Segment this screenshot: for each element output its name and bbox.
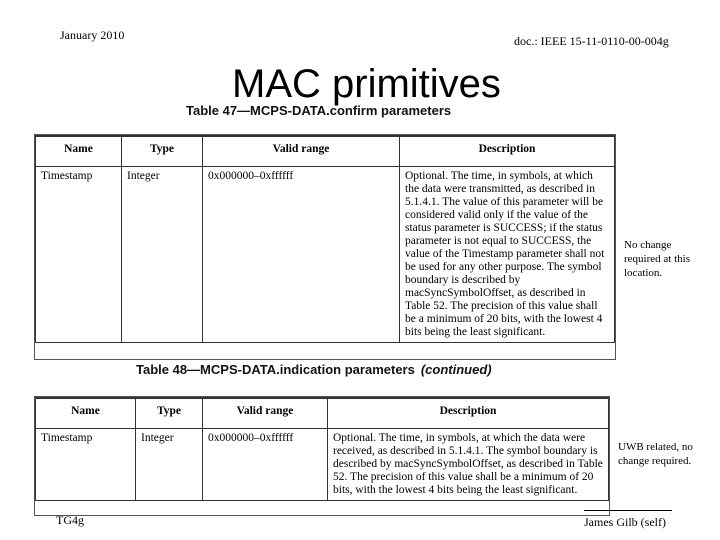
table-row bbox=[36, 429, 609, 501]
table48-cell-name: Timestamp bbox=[36, 429, 136, 501]
table47-header-row bbox=[36, 136, 615, 167]
table48-header-range: Valid range bbox=[203, 398, 328, 429]
table48-box bbox=[34, 396, 610, 516]
header-date: January 2010 bbox=[60, 28, 125, 42]
table48-cell-range: 0x000000–0xffffff bbox=[203, 429, 328, 501]
table47-header-range: Valid range bbox=[203, 136, 400, 167]
table47-header-type: Type bbox=[122, 136, 203, 167]
table48-title bbox=[136, 362, 492, 378]
table48-cell-description: Optional. The time, in symbols, at which the data were received, as described in 5.1.4.1. The symbol boundary is described by macSyncSymbolOffset, as described in Table 52. The precision of this value shall be a minimum of 20 bits, with the lowest 4 bits being the least significant. bbox=[328, 429, 609, 501]
table47-box bbox=[34, 134, 616, 360]
table47-header-description: Description bbox=[400, 136, 615, 167]
footer-group: TG4g bbox=[56, 513, 84, 527]
table48-title-text: Table 48—MCPS-DATA.indication parameters bbox=[136, 362, 415, 377]
footer-divider bbox=[584, 510, 672, 511]
slide-title: MAC primitives bbox=[232, 62, 501, 106]
table48-header-type: Type bbox=[136, 398, 203, 429]
table48-cell-type: Integer bbox=[136, 429, 203, 501]
table48-header-name: Name bbox=[36, 398, 136, 429]
table47 bbox=[35, 135, 615, 343]
table47-cell-description: Optional. The time, in symbols, at which the data were transmitted, as described in 5.1.4.1. The value of this parameter will be considered valid only if the value of the status parameter is SUCCESS; if the status parameter is not equal to SUCCESS, the value of the Timestamp parameter shall not be used for any other purpose. The symbol boundary is described by macSyncSymbolOffset, as described in Table 52. The precision of this value shall be a minimum of 20 bits, with the lowest 4 bits being the least significant. bbox=[400, 167, 615, 343]
footer-author: James Gilb (self) bbox=[584, 515, 666, 529]
table47-cell-type: Integer bbox=[122, 167, 203, 343]
table47-header-name: Name bbox=[36, 136, 122, 167]
table48 bbox=[35, 397, 609, 501]
table48-title-suffix: (continued) bbox=[420, 362, 492, 377]
table48-header-row bbox=[36, 398, 609, 429]
table-row bbox=[36, 167, 615, 343]
table48-header-description: Description bbox=[328, 398, 609, 429]
table47-cell-name: Timestamp bbox=[36, 167, 122, 343]
table47-title: Table 47—MCPS-DATA.confirm parameters bbox=[186, 103, 452, 118]
note-uwb: UWB related, no change required. bbox=[618, 441, 693, 467]
header-doc-id: doc.: IEEE 15-11-0110-00-004g bbox=[514, 34, 669, 48]
table47-cell-range: 0x000000–0xffffff bbox=[203, 167, 400, 343]
note-no-change: No change required at this location. bbox=[624, 239, 690, 279]
